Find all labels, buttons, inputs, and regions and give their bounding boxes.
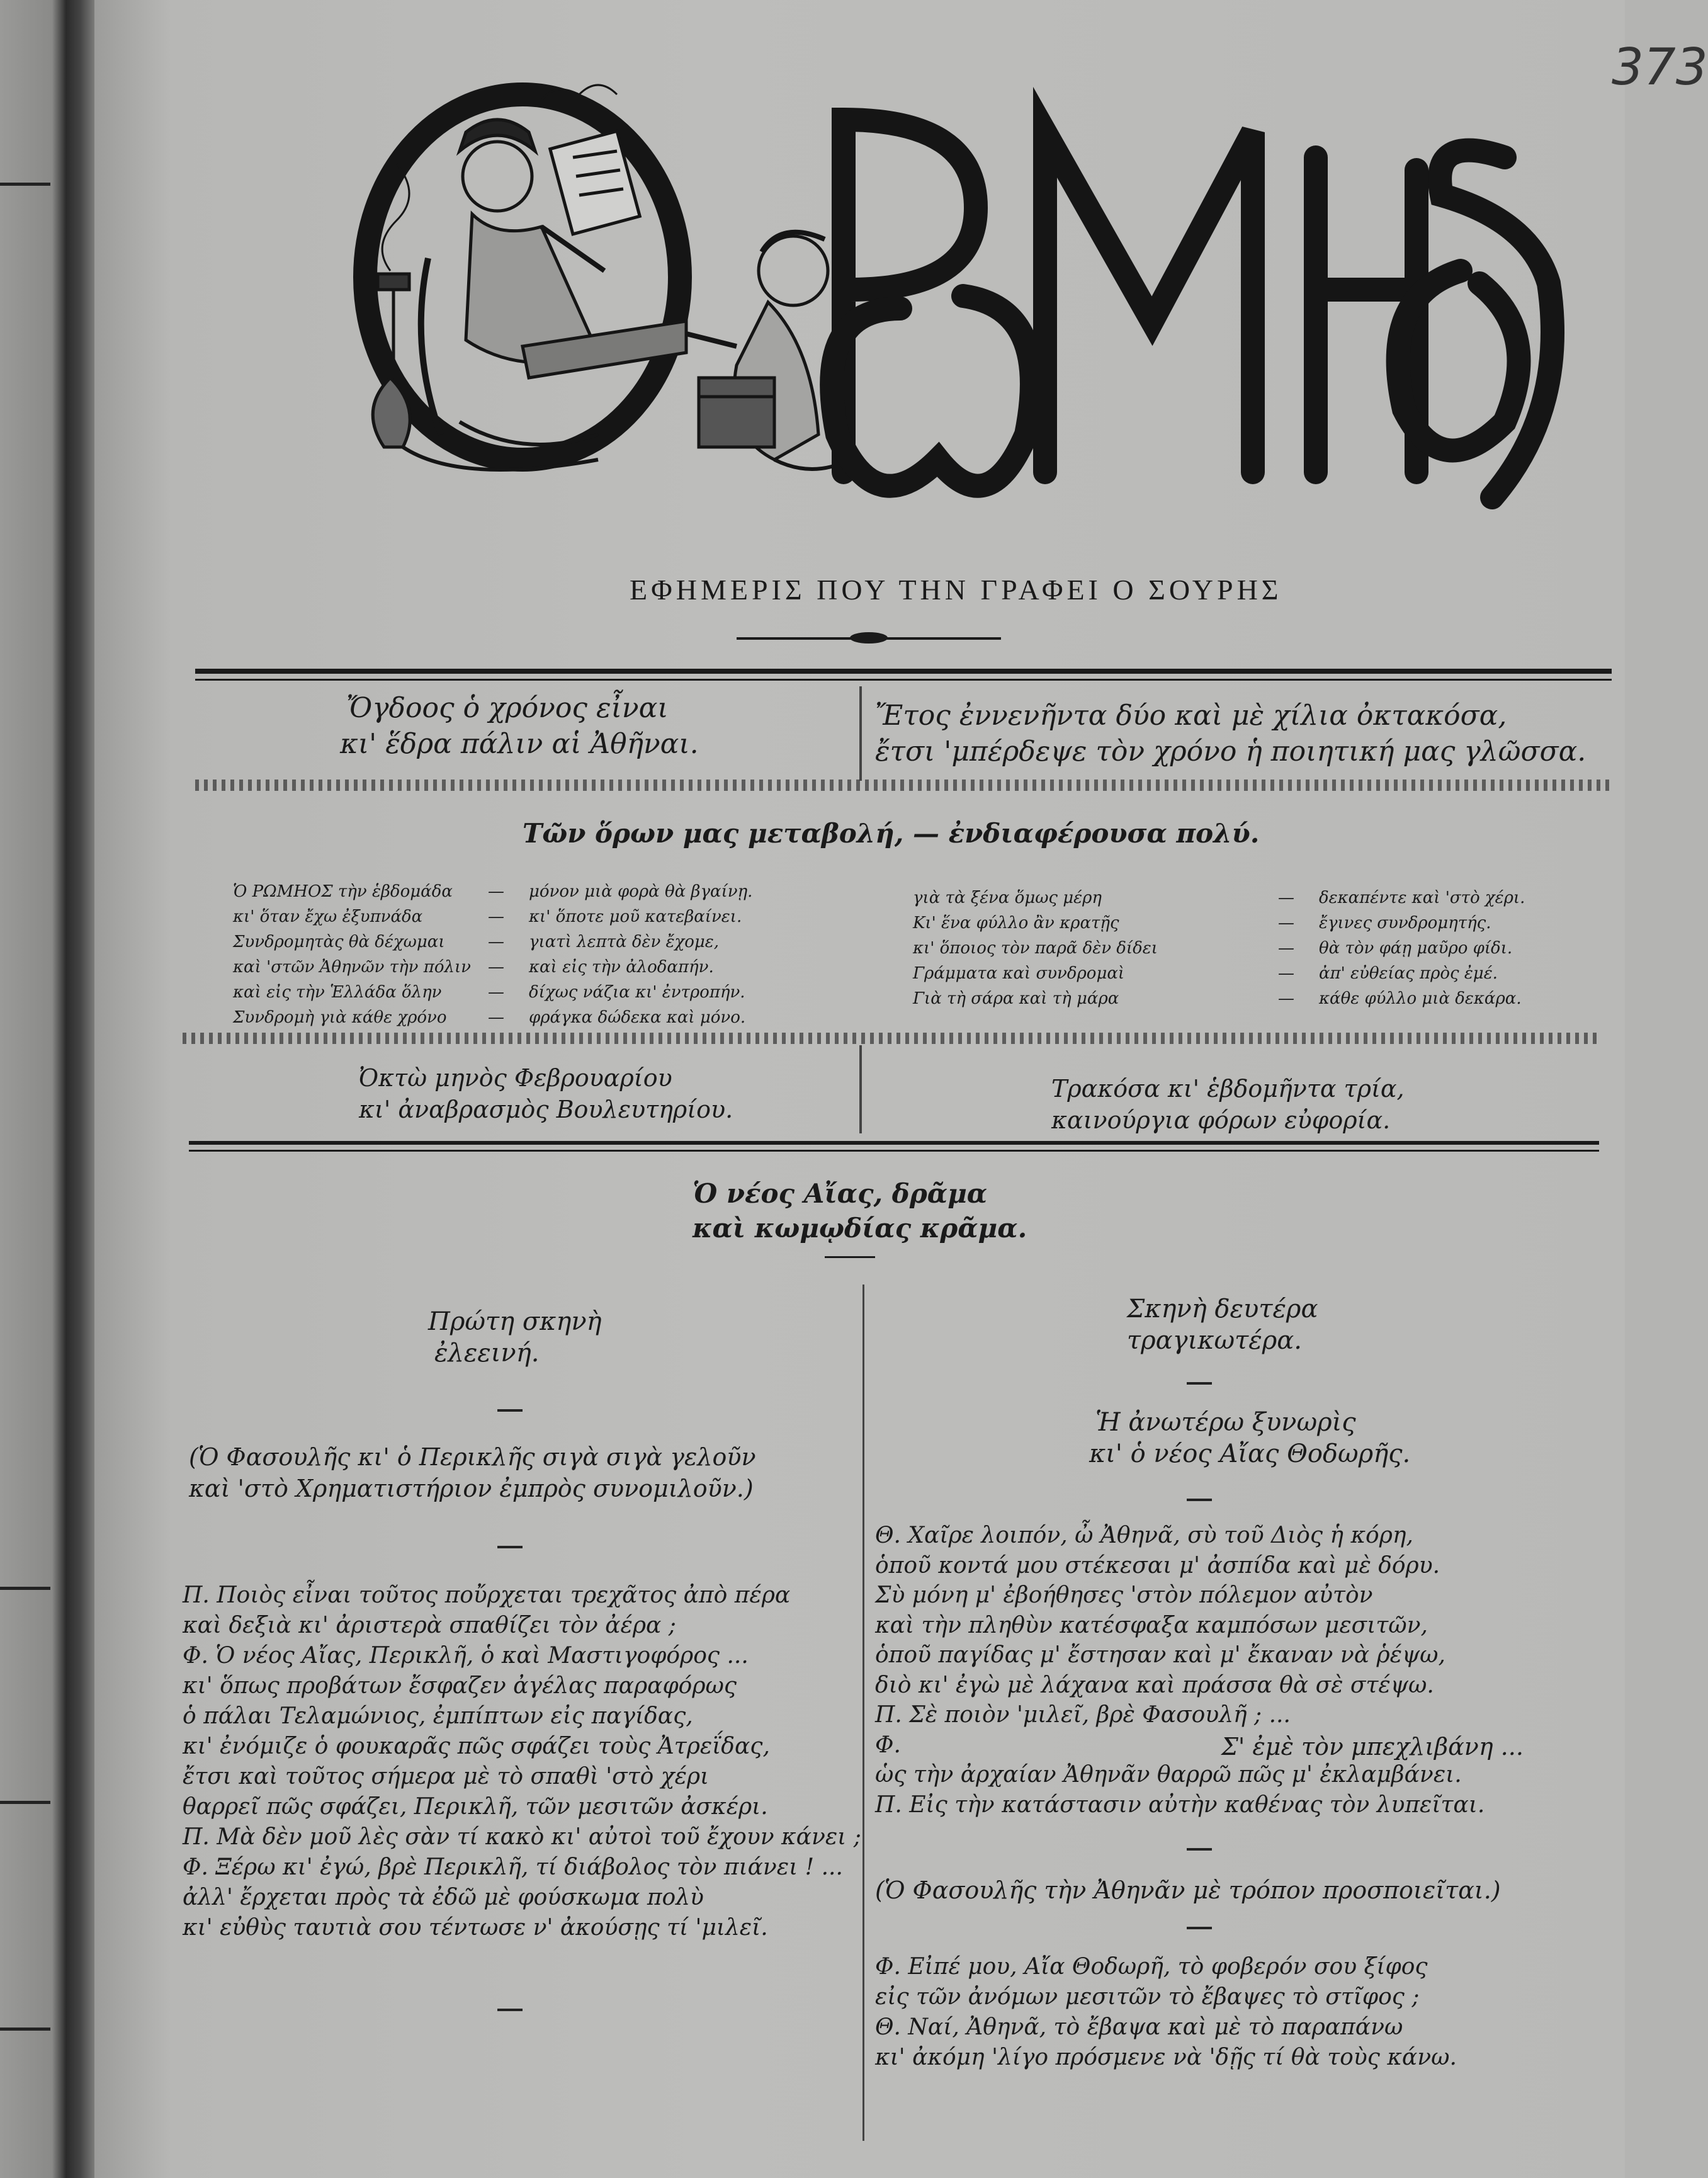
dash: [1187, 1499, 1212, 1501]
dash: [497, 2009, 523, 2011]
terms-cell: καὶ εἰς τὴν Ἑλλάδα ὅλην: [233, 983, 442, 1002]
header-top-rule: [195, 669, 1612, 674]
dialogue-line: ἔτσι καὶ τοῦτος σήμερα μὲ τὸ σπαθὶ 'στὸ χέρι: [183, 1764, 710, 1789]
masthead-illustration: [334, 82, 1593, 523]
dialogue-line: διὸ κι' ἐγὼ μὲ λάχανα καὶ πράσσα θὰ σὲ στέψω.: [875, 1672, 1434, 1698]
edge-mark: [0, 183, 50, 186]
terms-cell: Κι' ἕνα φύλλο ἂν κρατῇς: [913, 914, 1119, 933]
dash: [1187, 1848, 1212, 1851]
terms-dash: —: [488, 958, 504, 977]
terms-dash: —: [1278, 989, 1294, 1008]
header-left-line: κι' ἕδρα πάλιν αἱ Ἀθῆναι.: [340, 728, 699, 760]
dialogue-line: κι' ἐνόμιζε ὁ φουκαρᾶς πῶς σφάζει τοὺς Ἀτρεΐδας,: [183, 1733, 770, 1759]
dash: [1187, 1382, 1212, 1385]
terms-cell: Γιὰ τὴ σάρα καὶ τὴ μάρα: [913, 989, 1119, 1008]
dialogue-line: ὁποῦ κοντά μου στέκεσαι μ' ἀσπίδα καὶ μὲ δόρυ.: [875, 1552, 1440, 1579]
dialogue-line: Π. Σὲ ποιὸν 'μιλεῖ, βρὲ Φασουλῆ ; ...: [875, 1702, 1291, 1728]
terms-dash: —: [488, 907, 504, 926]
terms-cell: κι' ὅποιος τὸν παρᾶ δὲν δίδει: [913, 939, 1158, 958]
wavy-rule: [195, 780, 1612, 791]
terms-cell: κι' ὅποτε μοῦ κατεβαίνει.: [529, 907, 742, 926]
dialogue-line: Π. Μὰ δὲν μοῦ λὲς σὰν τί κακὸ κι' αὐτοὶ τοῦ ἔχουν κάνει ;: [183, 1824, 861, 1850]
dialogue-line: Φ. Ξέρω κι' ἐγώ, βρὲ Περικλῆ, τί διάβολος τὸν πιάνει ! ...: [183, 1854, 843, 1880]
dialogue-line: εἰς τῶν ἀνόμων μεσιτῶν τὸ ἔβαψες τὸ στῖφος ;: [875, 1984, 1420, 2010]
header-top-rule-thin: [195, 679, 1612, 681]
terms-row: [233, 957, 894, 982]
date-left-line: κι' ἀναβρασμὸς Βουλευτηρίου.: [359, 1096, 733, 1123]
terms-cell: φράγκα δώδεκα καὶ μόνο.: [529, 1008, 746, 1027]
dash: [497, 1546, 523, 1548]
terms-row: [233, 882, 894, 907]
dialogue-line: ἀλλ' ἔρχεται πρὸς τὰ ἐδῶ μὲ φούσκωμα πολὺ: [183, 1885, 704, 1910]
terms-cell: ἔγινες συνδρομητής.: [1319, 914, 1491, 933]
terms-row: [913, 989, 1580, 1014]
header-right-line: ἔτσι 'μπέρδεψε τὸν χρόνο ἡ ποιητική μας γλῶσσα.: [875, 735, 1586, 768]
scene1-heading: Πρώτη σκηνὴ: [428, 1307, 602, 1336]
column-divider: [862, 1285, 864, 2141]
terms-cell: κάθε φύλλο μιὰ δεκάρα.: [1319, 989, 1522, 1008]
dialogue-line: ὡς τὴν ἀρχαίαν Ἀθηνᾶν θαρρῶ πῶς μ' ἐκλαμβάνει.: [875, 1762, 1462, 1788]
wavy-rule: [183, 1033, 1599, 1044]
terms-cell: γιὰ τὰ ξένα ὅμως μέρη: [913, 888, 1102, 907]
terms-dash: —: [488, 882, 504, 901]
dialogue-line: Φ. Εἰπέ μου, Αἴα Θοδωρῆ, τὸ φοβερόν σου ξίφος: [875, 1954, 1428, 1980]
terms-cell: Γράμματα καὶ συνδρομαὶ: [913, 964, 1125, 983]
terms-cell: καὶ 'στῶν Ἀθηνῶν τὴν πόλιν: [233, 958, 471, 977]
terms-cell: δεκαπέντε καὶ 'στὸ χέρι.: [1319, 888, 1525, 907]
scene2-sub: κι' ὁ νέος Αἴας Θοδωρῆς.: [1089, 1439, 1411, 1468]
terms-cell: μόνον μιὰ φορὰ θὰ βγαίνῃ.: [529, 882, 753, 901]
scene2-dialogue: [875, 1521, 1485, 1820]
terms-row: [233, 907, 894, 932]
terms-cell: Συνδρομητὰς θὰ δέχωμαι: [233, 933, 445, 951]
terms-title: Τῶν ὅρων μας μεταβολή, — ἐνδιαφέρουσα πολύ.: [523, 818, 1260, 849]
date-left-line: Ὀκτὼ μηνὸς Φεβρουαρίου: [359, 1064, 672, 1092]
terms-cell: Συνδρομὴ γιὰ κάθε χρόνο: [233, 1008, 447, 1027]
terms-cell: Ὁ ΡΩΜΗΟΣ τὴν ἑβδομάδα: [233, 882, 453, 901]
edge-mark: [0, 1587, 50, 1590]
terms-left-block: [233, 882, 894, 1033]
terms-row: [233, 982, 894, 1007]
terms-cell: γιατὶ λεπτὰ δὲν ἔχομε,: [529, 933, 720, 951]
header-divider: [859, 686, 862, 781]
terms-cell: θὰ τὸν φάῃ μαῦρο φίδι.: [1319, 939, 1513, 958]
dialogue-line: Σὺ μόνη μ' ἐβοήθησες 'στὸν πόλεμον αὐτὸν: [875, 1582, 1373, 1608]
header-right-line: Ἔτος ἐννενῆντα δύο καὶ μὲ χίλια ὀκτακόσα,: [875, 700, 1507, 732]
terms-cell: κι' ὅταν ἔχω ἐξυπνάδα: [233, 907, 423, 926]
terms-row: [233, 932, 894, 957]
date-right-line: καινούργια φόρων εὐφορία.: [1051, 1106, 1391, 1134]
masthead-subtitle: ΕΦΗΜΕΡΙΣ ΠΟΥ ΤΗΝ ΓΡΑΦΕΙ Ο ΣΟΥΡΗΣ: [630, 574, 1282, 606]
masthead-title-lettering: [832, 120, 1552, 497]
article-title: καὶ κωμῳδίας κρᾶμα.: [693, 1213, 1027, 1244]
terms-row: [233, 1007, 894, 1033]
terms-row: [913, 938, 1580, 963]
terms-dash: —: [488, 1008, 504, 1027]
terms-dash: —: [488, 983, 504, 1002]
dialogue-line: κι' ὅπως προβάτων ἔσφαζεν ἀγέλας παραφόρως: [183, 1673, 737, 1699]
terms-row: [913, 888, 1580, 913]
article-title: Ὁ νέος Αἴας, δρᾶμα: [693, 1178, 988, 1209]
dialogue-line: Π. Εἰς τὴν κατάστασιν αὐτὴν καθένας τὸν λυπεῖται.: [875, 1791, 1485, 1818]
scene2-sub: Ἡ ἀνωτέρω ξυνωρὶς: [1095, 1408, 1356, 1437]
scene2-stage-direction: (Ὁ Φασουλῆς τὴν Ἀθηνᾶν μὲ τρόπον προσποιεῖται.): [875, 1876, 1501, 1904]
edge-mark: [0, 1801, 50, 1804]
terms-dash: —: [1278, 914, 1294, 933]
terms-row: [913, 913, 1580, 938]
scene2-heading: τραγικωτέρα.: [1127, 1326, 1302, 1355]
scene2-dialogue-continued: [875, 1952, 1457, 2073]
terms-dash: —: [1278, 939, 1294, 958]
binding-edge: [0, 0, 94, 2178]
section-rule: [189, 1141, 1599, 1145]
dialogue-line: Θ. Ναί, Ἀθηνᾶ, τὸ ἔβαψα καὶ μὲ τὸ παραπάνω: [875, 2014, 1403, 2040]
scene1-heading: ἐλεεινή.: [434, 1339, 540, 1368]
dialogue-line: Θ. Χαῖρε λοιπόν, ὦ Ἀθηνᾶ, σὺ τοῦ Διὸς ἡ κόρη,: [875, 1523, 1413, 1548]
scene2-reply: Σ' ἐμὲ τὸν μπεχλιβάνη ...: [1221, 1733, 1524, 1761]
terms-cell: καὶ εἰς τὴν ἀλοδαπήν.: [529, 958, 714, 977]
header-left-line: Ὄγδοος ὁ χρόνος εἶναι: [346, 692, 669, 724]
terms-dash: —: [488, 933, 504, 951]
dialogue-line: ὁποῦ παγίδας μ' ἔστησαν καὶ μ' ἔκαναν νὰ ῥέψω,: [875, 1642, 1445, 1668]
dialogue-line: καὶ τὴν πληθὺν κατέσφαξα καμπόσων μεσιτῶν,: [875, 1612, 1428, 1638]
section-rule-thin: [189, 1150, 1599, 1152]
terms-cell: δίχως νάζια κι' ἐντροπήν.: [529, 983, 745, 1002]
scene1-stage-direction: καὶ 'στὸ Χρηματιστήριον ἐμπρὸς συνομιλοῦν.): [189, 1475, 754, 1502]
ornament-center: [850, 632, 888, 644]
scene1-dialogue: [183, 1580, 861, 1943]
dialogue-line: Φ.: [875, 1732, 901, 1758]
page-number: 373: [1612, 38, 1708, 96]
dialogue-line: ὁ πάλαι Τελαμώνιος, ἐμπίπτων εἰς παγίδας,: [183, 1703, 693, 1729]
dialogue-line: καὶ δεξιὰ κι' ἀριστερὰ σπαθίζει τὸν ἀέρα ;: [183, 1613, 676, 1638]
dash: [1187, 1927, 1212, 1929]
title-dash: [825, 1256, 875, 1258]
dash: [497, 1409, 523, 1412]
dialogue-line: Π. Ποιὸς εἶναι τοῦτος ποὔρχεται τρεχᾶτος ἀπὸ πέρα: [183, 1582, 791, 1608]
terms-cell: ἀπ' εὐθείας πρὸς ἐμέ.: [1319, 964, 1498, 983]
dialogue-line: Φ. Ὁ νέος Αἴας, Περικλῆ, ὁ καὶ Μαστιγοφόρος ...: [183, 1643, 749, 1669]
edge-mark: [0, 2028, 50, 2031]
terms-dash: —: [1278, 888, 1294, 907]
date-right-line: Τρακόσα κι' ἑβδομῆντα τρία,: [1051, 1075, 1405, 1103]
scene1-stage-direction: (Ὁ Φασουλῆς κι' ὁ Περικλῆς σιγὰ σιγὰ γελοῦν: [189, 1443, 756, 1471]
newspaper-page: [94, 0, 1708, 2178]
date-divider: [859, 1045, 862, 1133]
terms-dash: —: [1278, 964, 1294, 983]
terms-right-block: [913, 888, 1580, 1014]
scene2-heading: Σκηνὴ δευτέρα: [1127, 1295, 1318, 1324]
dialogue-line: θαρρεῖ πῶς σφάζει, Περικλῆ, τῶν μεσιτῶν ἀσκέρι.: [183, 1794, 768, 1820]
dialogue-line: κι' εὐθὺς ταυτιὰ σου τέντωσε ν' ἀκούσῃς τί 'μιλεῖ.: [183, 1915, 768, 1941]
dialogue-line: κι' ἀκόμη 'λίγο πρόσμενε νὰ 'δῇς τί θὰ τοὺς κάνω.: [875, 2045, 1457, 2070]
terms-row: [913, 963, 1580, 989]
